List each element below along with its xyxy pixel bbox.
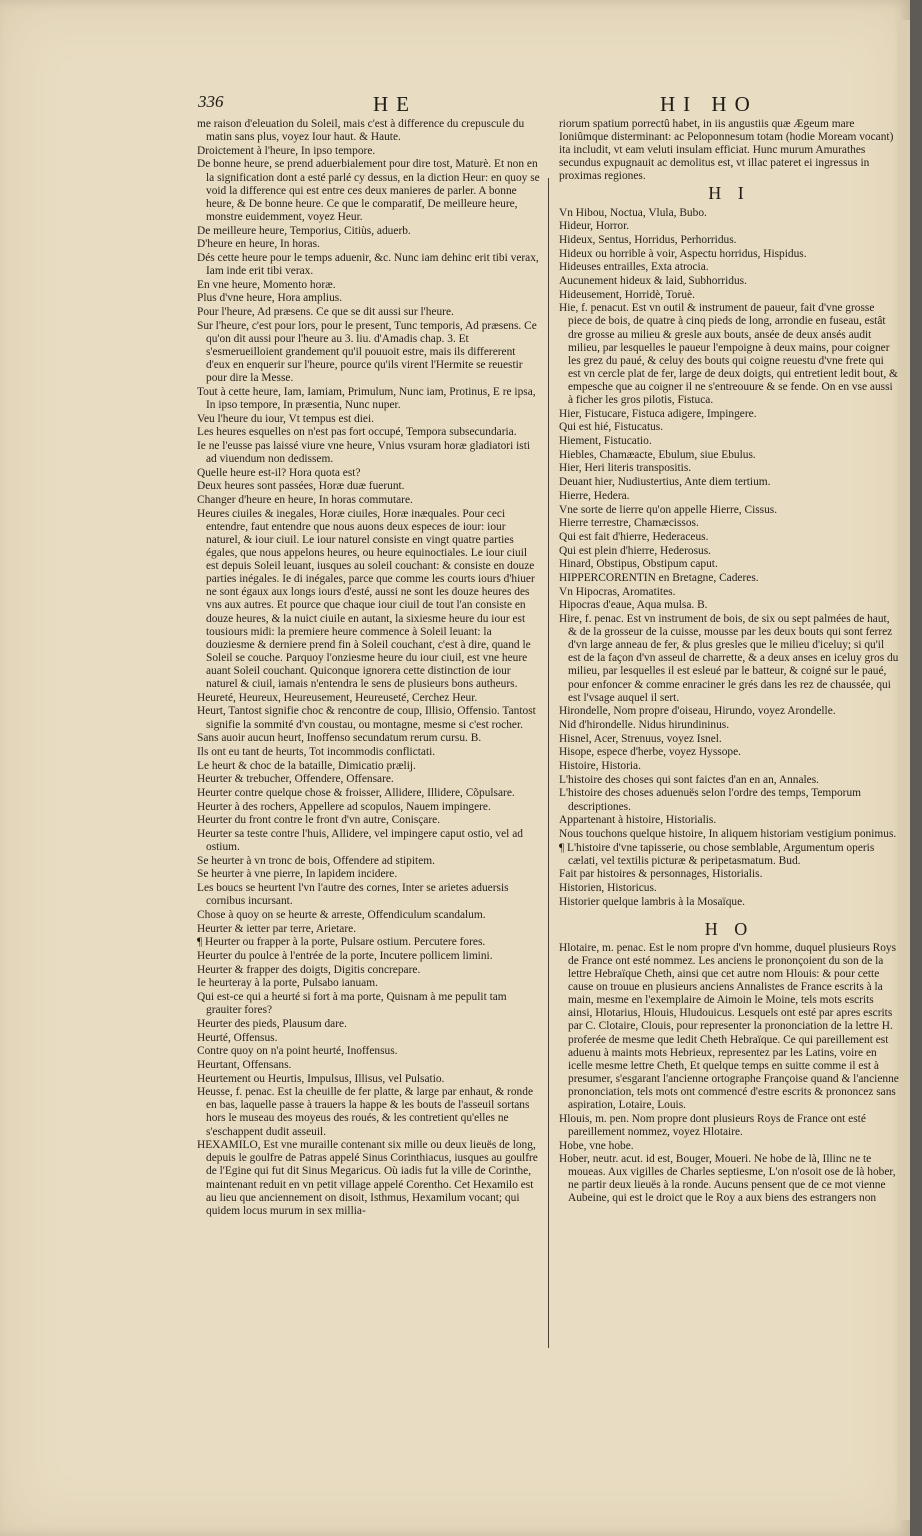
dictionary-entry: Hie, f. penacut. Est vn outil & instrument de paueur, fait d'vne grosse piece de bois, de quatre à cinq pieds de long, arrondie en fuseau, estât dre grosse au milieu & gresle aux bouts, ansée de deux ansés audit milieu, par lesquelles le paueur l'empoigne à deux mains, pour coigner les grez du paué, & celuy des bouts qui coigne reuestu d'vne frete qui est vn cercle plat de fer, large de deux doigts, qui entretient ledit bout, & empesche que au coigner il ne s'entreouure & se fende. On en vse aussi à ficher les gros pilotis, Fistuca.	[559, 302, 898, 407]
dictionary-entry: Pour l'heure, Ad præsens. Ce que se dit aussi sur l'heure.	[197, 306, 454, 319]
dictionary-entry: me raison d'eleuation du Soleil, mais c'est à difference du crepuscule du matin sans plus, voyez Iour haut. & Haute.	[197, 118, 525, 144]
dictionary-entry: Hiebles, Chamæacte, Ebulum, siue Ebulus.	[559, 448, 756, 461]
dictionary-entry: Heurt, Tantost signifie choc & rencontre de coup, Illisio, Offensio. Tantost signifie la sommité d'vn coustau, ou montagne, mesme si c'est rocher.	[197, 705, 536, 731]
dictionary-entry: Dés cette heure pour le temps aduenir, &c. Nunc iam dehinc erit tibi verax, Iam inde erit tibi verax.	[197, 251, 539, 277]
dictionary-entry: Historien, Historicus.	[559, 882, 657, 895]
dictionary-entry: Hinard, Obstipus, Obstipum caput.	[559, 558, 718, 571]
dictionary-entry: Ie heurteray à la porte, Pulsabo ianuam.	[197, 977, 378, 990]
section-heading-ho: H O	[704, 918, 754, 939]
dictionary-entry: Hierre terrestre, Chamæcissos.	[559, 517, 699, 530]
dictionary-entry: Qui est fait d'hierre, Hederaceus.	[559, 530, 709, 543]
dictionary-entry: Heurtant, Offensans.	[197, 1058, 292, 1071]
dictionary-entry: Histoire, Historia.	[559, 760, 641, 773]
next-page-edge	[898, 20, 910, 1520]
dictionary-entry: Les boucs se heurtent l'vn l'autre des cornes, Inter se arietes aduersis cornibus incursant.	[197, 882, 509, 908]
dictionary-entry: Heurter du poulce à l'entrée de la porte, Incutere pollicem limini.	[197, 950, 493, 962]
dictionary-entry: Heurter & trebucher, Offendere, Offensare.	[197, 773, 394, 786]
dictionary-entry: Hier, Fistucare, Fistuca adigere, Impingere.	[559, 407, 757, 420]
dictionary-entry: Hideux ou horrible à voir, Aspectu horridus, Hispidus.	[559, 247, 807, 260]
dictionary-entry: Hideur, Horror.	[559, 220, 630, 233]
dictionary-entry: Qui est plein d'hierre, Hederosus.	[559, 544, 711, 557]
dictionary-entry: Nid d'hirondelle. Nidus hirundininus.	[559, 718, 730, 731]
dictionary-entry: Heurté, Offensus.	[197, 1031, 278, 1044]
dictionary-entry: L'histoire des choses aduenuës selon l'ordre des temps, Temporum descriptiones.	[559, 787, 862, 813]
dictionary-entry: Veu l'heure du iour, Vt tempus est diei.	[197, 412, 374, 425]
dictionary-entry: Qui est hié, Fistucatus.	[559, 421, 664, 434]
dictionary-entry: Sur l'heure, c'est pour lors, pour le present, Tunc temporis, Ad præsens. Ce qu'on dit aussi pour l'heure au 3. liu. d'Amadis chap. 3. Et s'esmerueilloient grandement qu'il pouuoit estre, mais ils differerent d'eux en enquerir sur l'heure, pource qu'ils virent l'Hermite se reuestir pour dire la Messe.	[197, 319, 537, 385]
dictionary-entry: Hobe, vne hobe.	[559, 1139, 634, 1152]
column-rule	[548, 178, 549, 1348]
dictionary-entry: Vne sorte de lierre qu'on appelle Hierre, Cissus.	[559, 503, 778, 516]
dictionary-entry: Deuant hier, Nudiustertius, Ante diem tertium.	[559, 476, 771, 489]
dictionary-entry: Hier, Heri literis transpositis.	[559, 462, 692, 475]
dictionary-entry: De meilleure heure, Temporius, Citiùs, aduerb.	[197, 224, 411, 237]
dictionary-entry: Ie ne l'eusse pas laissé viure vne heure, Vnius vsuram horæ gladiatori isti ad viuendum non dedissem.	[197, 439, 531, 466]
dictionary-entry: Fait par histoires & personnages, Historialis.	[559, 868, 763, 881]
dictionary-entry: De bonne heure, se prend aduerbialement pour dire tost, Maturè. Et non en la signification dont a esté parlé cy dessus, en la diction Heur: en quoy se void la difference qui est entre ces deux manieres de parler. A bonne heure, & De bonne heure. Ce que le comparatif, De meilleure heure, monstre euidemment, voyez Heur.	[197, 158, 540, 223]
dictionary-entry: Qui est-ce qui a heurté si fort à ma porte, Quisnam à me pepulit tam grauiter fores?	[197, 991, 507, 1017]
dictionary-entry: Deux heures sont passées, Horæ duæ fuerunt.	[197, 480, 405, 493]
ho-entries	[559, 942, 899, 1206]
dictionary-entry: Heures ciuiles & inegales, Horæ ciuiles, Horæ inæquales. Pour ceci entendre, faut entendre que nous auons deux especes de iour: iour naturel, & iour ciuil. Le iour naturel consiste en vingt quatre parties égales, que nous appelons heures, ou heure equinoctiales. Le iour ciuil est depuis Soleil leuant, iusques au soleil couchant: & consiste en douze parties inégales. Ie di inégales, parce que comme les courts iours d'hiuer ne sont égaux aux longs iours d'esté, aussi ne sont les douze heures des vns aux autres. Et pource que chaque iour ciuil de tout l'an consiste en douze heures, & la nuict ciuile en autant, la sixiesme heure du iour est tousiours midi: la premiere heure commence à Soleil leuant: la douziesme & derniere prend fin à Soleil couchant, c'est à dire, quand le Soleil se couche. Parquoy l'onziesme heure du iour ciuil, est vne heure auant Soleil couchant. Quiconque ignorera cette distinction de iour naturel & ciuil, iamais n'entendra le sens de plusieurs bons autheurs.	[197, 507, 535, 691]
dictionary-entry: Hideux, Sentus, Horridus, Perhorridus.	[559, 233, 737, 246]
dictionary-entry: Hiement, Fistucatio.	[559, 435, 652, 448]
right-column	[559, 118, 899, 1206]
dictionary-entry: Changer d'heure en heure, In horas commutare.	[197, 494, 413, 507]
dictionary-entry: En vne heure, Momento horæ.	[197, 278, 336, 291]
dictionary-entry: Hideuses entrailles, Exta atrocia.	[559, 261, 709, 274]
dictionary-entry: Hipocras d'eaue, Aqua mulsa. B.	[559, 599, 708, 612]
dictionary-entry: Vn Hipocras, Aromatites.	[559, 585, 676, 598]
left-column	[197, 118, 542, 1218]
dictionary-entry: Heurter à des rochers, Appellere ad scopulos, Nauem impingere.	[197, 800, 491, 813]
dictionary-entry: Hideusement, Horridè, Toruè.	[559, 288, 695, 301]
dictionary-entry: HIPPERCORENTIN en Bretagne, Caderes.	[559, 571, 759, 584]
dictionary-entry: Hlouis, m. pen. Nom propre dont plusieurs Roys de France ont esté pareillement nommez, voyez Hlotaire.	[559, 1112, 866, 1138]
dictionary-entry: Hirondelle, Nom propre d'oiseau, Hirundo, voyez Arondelle.	[559, 705, 836, 718]
dictionary-entry: Chose à quoy on se heurte & arreste, Offendiculum scandalum.	[197, 908, 486, 921]
dictionary-entry: Sans auoir aucun heurt, Inoffenso secundatum rerum cursu. B.	[197, 732, 482, 745]
dictionary-entry: Hober, neutr. acut. id est, Bouger, Moueri. Ne hobe de là, Illinc ne te moueas. Aux vigilles de Charles septiesme, L'on n'osoit ose de là hober, ne partir deux lieuës à la ronde. Aucuns pensent que de ce mot vienne Aubeine, qui est le droict que le Roy a aux biens des estrangers non	[559, 1153, 896, 1205]
dictionary-entry: Heurtement ou Heurtis, Impulsus, Illisus, vel Pulsatio.	[197, 1072, 445, 1085]
dictionary-entry: Hire, f. penac. Est vn instrument de bois, de six ou sept palmées de haut, & de la grosseur de la cuisse, mousse par les deux bouts qui sont ferrez d'vn large anneau de fer, & plus gresles que le milieu d'iceluy; si qu'il est de la façon d'vn asseul de charrette, & a deux anses en iceluy gros du milieu, par lesquelles il est esleué par le batteur, & coigné sur le paué, pour enfoncer & comme enraciner le grés dans les rez de chaussée, qui est l'vsage auquel il sert.	[559, 613, 899, 704]
section-heading-hi: H I	[708, 183, 750, 204]
dictionary-entry: Heurter & ietter par terre, Arietare.	[197, 922, 357, 935]
dictionary-entry: Droictement à l'heure, In ipso tempore.	[197, 144, 376, 157]
dictionary-entry: Heureté, Heureux, Heureusement, Heureuseté, Cerchez Heur.	[197, 691, 478, 704]
dictionary-entry: Aucunement hideux & laid, Subhorridus.	[559, 275, 747, 287]
dictionary-entry: Les heures esquelles on n'est pas fort occupé, Tempora subsecundaria.	[197, 426, 517, 439]
dictionary-entry: Se heurter à vne pierre, In lapidem incidere.	[197, 868, 398, 881]
dictionary-entry: Heurter & frapper des doigts, Digitis concrepare.	[197, 963, 421, 976]
dictionary-entry: Heurter des pieds, Plausum dare.	[197, 1017, 347, 1030]
dictionary-entry: Heurter contre quelque chose & froisser, Allidere, Illidere, Cõpulsare.	[197, 786, 515, 799]
dictionary-entry: Hlotaire, m. penac. Est le nom propre d'vn homme, duquel plusieurs Roys de France ont esté nommez. Les anciens le prononçoient du son de la lettre Hebraïque Cheth, ainsi que cet autre nom Hlouis: & pour cette cause on trouue en plusieurs anciens Annalistes de France escrits à la main, mesme en l'exemplaire de Aimoin le Moine, tels mots escrits ainsi, Hlotarius, Hlouis, Hludouicus. Lesquels ont esté par apres escrits par C. Clotaire, Clouis, pour representer la prononciation de la lettre H. proferée de mesme que ledit Cheth Hebraïque. Ce qui pareillement est aduenu à maints mots Hebrieux, representez par les Latins, voire en icelle mesme lettre Cheth, Et quelque temps en suitte comme il est à presumer, s'esgarant l'ancienne ortographe Françoise quand & l'ancienne prononciation, tels mots ont commencé d'estre escrits & prononcez sans aspiration, Lotaire, Louis.	[559, 941, 899, 1112]
dictionary-entry: Ils ont eu tant de heurts, Tot incommodis conflictati.	[197, 745, 436, 758]
dictionary-entry: Quelle heure est-il? Hora quota est?	[197, 466, 361, 479]
hi-entries	[559, 207, 899, 909]
dictionary-entry: Plus d'vne heure, Hora amplius.	[197, 292, 343, 305]
dictionary-entry: Hisnel, Acer, Strenuus, voyez Isnel.	[559, 732, 722, 745]
dictionary-entry: Hisope, espece d'herbe, voyez Hyssope.	[559, 746, 742, 759]
right-running-head: HI HO	[660, 92, 758, 116]
dictionary-entry: Heurter du front contre le front d'vn autre, Conisçare.	[197, 814, 441, 827]
dictionary-entry: Tout à cette heure, Iam, Iamiam, Primulum, Nunc iam, Protinus, E re ipsa, In ipso tempore, In præsentia, Nunc nuper.	[197, 385, 536, 411]
dictionary-entry: Heurter sa teste contre l'huis, Allidere, vel impingere caput ostio, vel ad ostium.	[197, 828, 523, 854]
dictionary-entry: L'histoire des choses qui sont faictes d'an en an, Annales.	[559, 773, 820, 786]
left-running-head: HE	[373, 92, 417, 116]
dictionary-entry: Se heurter à vn tronc de bois, Offendere ad stipitem.	[197, 854, 435, 867]
dictionary-entry: Nous touchons quelque histoire, In aliquem historiam vestigium ponimus.	[559, 827, 897, 840]
dictionary-entry: ¶ L'histoire d'vne tapisserie, ou chose semblable, Argumentum operis cælati, vel textilis picturæ & peripetasmatum. Bud.	[559, 841, 875, 867]
dictionary-entry: Le heurt & choc de la bataille, Dimicatio prælij.	[197, 759, 416, 772]
dictionary-entry: Hierre, Hedera.	[559, 489, 630, 502]
dictionary-entry: Heusse, f. penac. Est la cheuille de fer platte, & large par enhaut, & ronde en bas, laquelle passe à trauers la happe & les bouts de l'asseuil sortans hors le museau des moyeus des roués, & les contretient qu'elles ne s'eschappent dudit asseuil.	[197, 1086, 533, 1138]
dictionary-entry: D'heure en heure, In horas.	[197, 238, 320, 251]
dictionary-entry: Historier quelque lambris à la Mosaïque.	[559, 895, 745, 908]
dictionary-entry: HEXAMILO, Est vne muraille contenant six mille ou deux lieuës de long, depuis le goulfre de Patras appelé Sinus Corinthiacus, iusques au goulfre de l'Egine qui fut dit Sinus Megaricus. Où iadis fut la ville de Corinthe, maintenant reduit en vn petit village appelé Corentho. Cet Hexamilo est au lieu que anciennement on disoit, Isthmus, Hexamilum vocant; qui quidem locus murum in sex millia-	[197, 1139, 538, 1217]
hexamilo-continuation: riorum spatium porrectû habet, in iis angustiis quæ Ægeum mare Ioniûmque disterminant: ac Peloponnesum totam (hodie Moream vocant) ita includit, vt eam veluti insulam efficiat. Hunc murum Amurathes secundus expugnauit ac demolitus est, vt illac pateret ei ingressus in proximas regiones.	[559, 118, 894, 183]
page-number: 336	[198, 92, 224, 111]
dictionary-entry: Vn Hibou, Noctua, Vlula, Bubo.	[559, 206, 707, 219]
dictionary-entry: ¶ Heurter ou frapper à la porte, Pulsare ostium. Percutere fores.	[197, 936, 486, 949]
dictionary-entry: Contre quoy on n'a point heurté, Inoffensus.	[197, 1045, 398, 1058]
dictionary-entry: Appartenant à histoire, Historialis.	[559, 814, 717, 827]
